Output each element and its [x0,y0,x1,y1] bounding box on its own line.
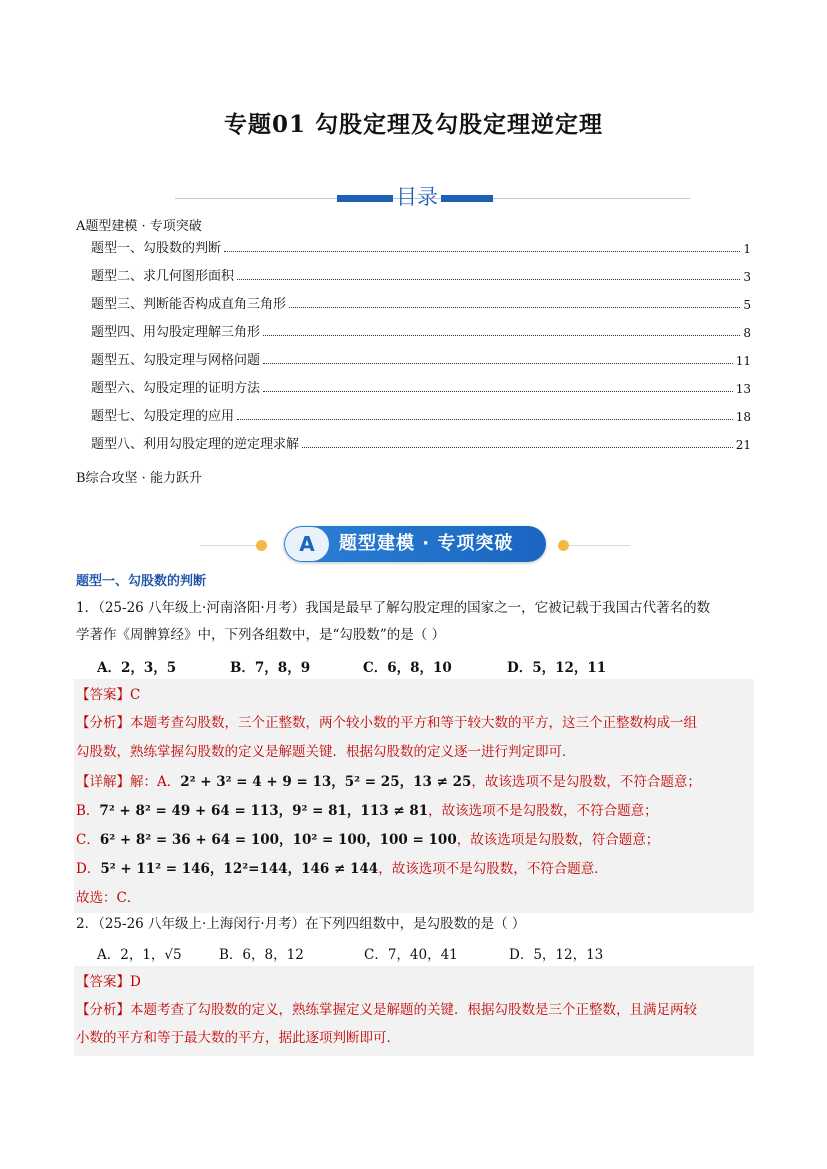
option-b: B．7，8，9 [230,660,311,676]
question-1: 1．（25-26 八年级上·河南洛阳·月考）我国是最早了解勾股定理的国家之一，它被记载于我国古代著名的数 学著作《周髀算经》中，下列各组数中，是“勾股数”的是（ ） [76,600,711,643]
toc-item[interactable]: 题型一、勾股数的判断 1 [91,241,751,256]
banner-pill [284,526,546,562]
question-1-options [97,656,606,676]
detail-c: C．6² + 8² = 36 + 64 = 100，10² = 100，100 = 100，故该选项是勾股数，符合题意； [76,832,660,848]
option-c: C．7，40，41 [364,947,458,963]
option-a: A．2，1，√5 [97,947,182,963]
toc-item[interactable]: 题型八、利用勾股定理的逆定理求解 21 [91,437,751,452]
detail-b: B．7² + 8² = 49 + 64 = 113，9² = 81，113 ≠ 81，故该选项不是勾股数，不符合题意； [76,803,658,819]
analysis-2-cont: 小数的平方和等于最大数的平方，据此逐项判断即可． [76,1030,400,1046]
option-c: C．6，8，10 [363,660,452,676]
option-a: A．2，3，5 [97,660,177,676]
option-d: D．5，12，11 [507,660,607,676]
option-b: B．6，8，12 [219,947,304,963]
analysis-1-cont: 勾股数，熟练掌握勾股数的定义是解题关键．根据勾股数的定义逐一进行判定即可． [76,744,576,760]
document-title: 专题01 勾股定理及勾股定理逆定理 [223,111,603,138]
choice-1: 故选：C． [76,890,141,906]
toc-item[interactable]: 题型三、判断能否构成直角三角形 5 [91,297,751,312]
detail-a: 【详解】解：A．2² + 3² = 4 + 9 = 13，5² = 25，13 ≠ 25，故该选项不是勾股数，不符合题意； [76,774,701,790]
answer-2: 【答案】D [76,974,141,990]
question-2-options [97,943,603,963]
option-d: D．5，12，13 [509,947,604,963]
toc-section-a[interactable]: A题型建模 · 专项突破 [76,219,202,234]
toc-item[interactable]: 题型四、用勾股定理解三角形 8 [91,325,751,340]
question-2: 2．（25-26 八年级上·上海闵行·月考）在下列四组数中，是勾股数的是（ ） [76,916,526,932]
section-banner [200,524,630,564]
banner-dot-left [256,540,267,551]
toc-label: 目录 [396,185,438,209]
toc-item[interactable]: 题型六、勾股定理的证明方法 13 [91,381,751,396]
analysis-1: 【分析】本题考查勾股数，三个正整数，两个较小数的平方和等于较大数的平方，这三个正整数构成一组 [76,715,697,731]
analysis-2: 【分析】本题考查了勾股数的定义，熟练掌握定义是解题的关键．根据勾股数是三个正整数，且满足两较 [76,1002,697,1018]
section-heading: 题型一、勾股数的判断 [76,574,207,589]
toc-item[interactable]: 题型五、勾股定理与网格问题 11 [91,353,751,368]
banner-letter: A [285,527,329,561]
toc-item[interactable]: 题型七、勾股定理的应用 18 [91,409,751,424]
answer-1: 【答案】C [76,687,141,703]
toc-header [175,183,690,209]
toc-bar-right [441,195,493,202]
toc-item[interactable]: 题型二、求几何图形面积 3 [91,269,751,284]
toc-section-b[interactable]: B综合攻坚 · 能力跃升 [76,471,202,486]
detail-d: D．5² + 11² = 146，12²=144，146 ≠ 144，故该选项不是勾股数，不符合题意． [76,861,608,877]
toc-bar-left [337,195,393,202]
banner-text: 题型建模 · 专项突破 [339,533,514,554]
